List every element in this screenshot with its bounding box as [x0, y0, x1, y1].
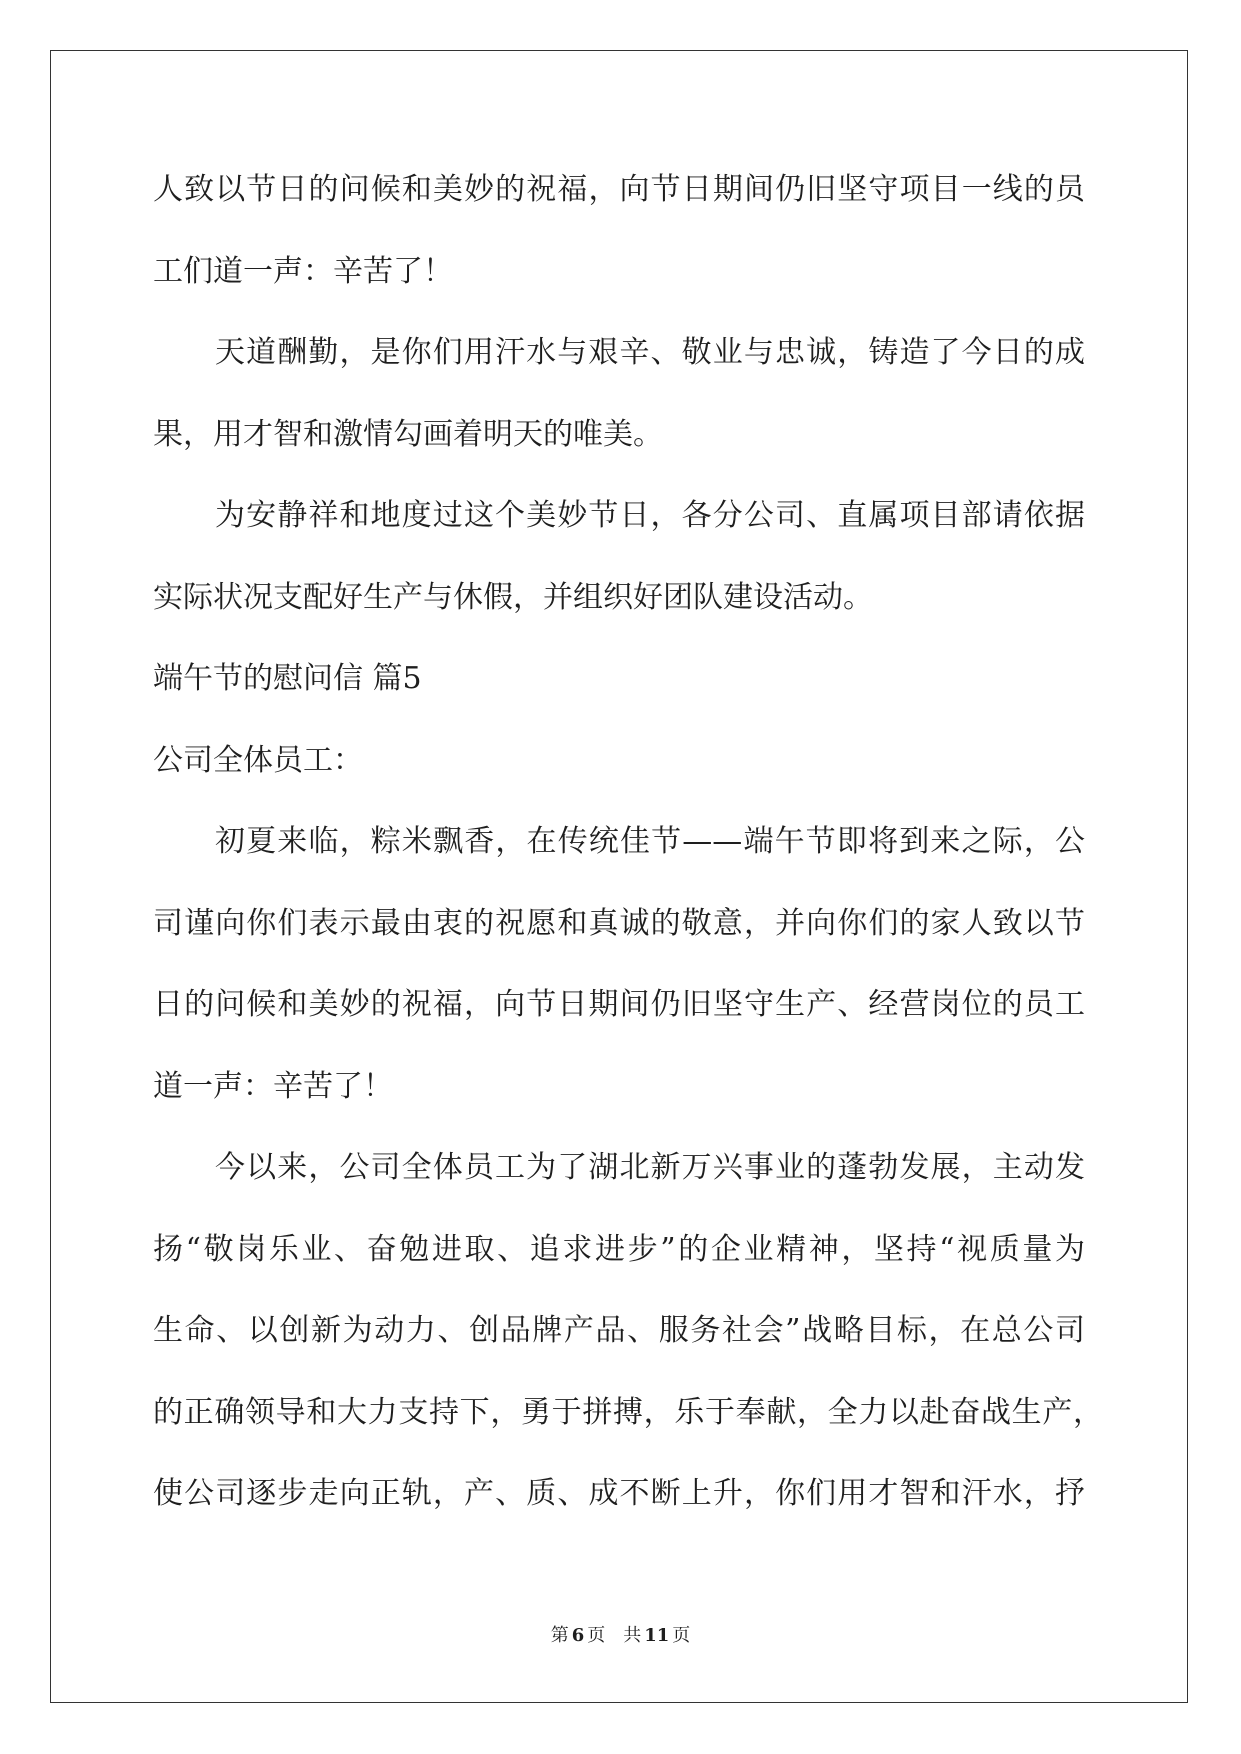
text-line: 今以来，公司全体员工为了湖北新万兴事业的蓬勃发展，主动发 — [215, 1150, 1085, 1185]
text-line: 实际状况支配好生产与休假，并组织好团队建设活动。 — [153, 579, 873, 615]
text-line: 人致以节日的问候和美妙的祝福，向节日期间仍旧坚守项目一线的员 — [153, 172, 1085, 207]
page-footer — [0, 1624, 1241, 1648]
text-line: 天道酬勤，是你们用汗水与艰辛、敬业与忠诚，铸造了今日的成 — [215, 335, 1085, 370]
total-pages-suffix: 页 — [672, 1625, 691, 1646]
page-number-suffix: 页 — [587, 1625, 606, 1646]
total-pages: 11 — [644, 1625, 670, 1646]
text-line: 日的问候和美妙的祝福，向节日期间仍旧坚守生产、经营岗位的员工 — [153, 987, 1085, 1022]
text-line: 司谨向你们表示最由衷的祝愿和真诚的敬意，并向你们的家人致以节 — [153, 905, 1085, 941]
text-line: 道一声：辛苦了！ — [153, 1068, 393, 1104]
page-number: 6 — [571, 1625, 585, 1646]
page-number-prefix: 第 — [550, 1625, 569, 1646]
text-line: 生命、以创新为动力、创品牌产品、服务社会”战略目标，在总公司 — [153, 1313, 1085, 1348]
text-line: 果，用才智和激情勾画着明天的唯美。 — [153, 416, 663, 452]
document-body — [153, 149, 1103, 1535]
paragraph — [153, 1127, 1103, 1535]
text-line: 扬“敬岗乐业、奋勉进取、追求进步”的企业精神，坚持“视质量为 — [153, 1231, 1085, 1267]
paragraph — [153, 475, 1085, 638]
total-pages-prefix: 共 — [623, 1625, 642, 1646]
paragraph — [153, 801, 1085, 1127]
letter-title: 端午节的慰问信 篇5 — [153, 661, 422, 696]
letter-salutation: 公司全体员工： — [153, 742, 363, 778]
paragraph — [153, 312, 1085, 475]
text-line: 使公司逐步走向正轨，产、质、成不断上升，你们用才智和汗水，抒 — [153, 1476, 1085, 1511]
text-line: 工们道一声：辛苦了！ — [153, 253, 453, 289]
text-line: 为安静祥和地度过这个美妙节日，各分公司、直属项目部请依据 — [215, 498, 1085, 533]
paragraph — [153, 149, 1085, 312]
text-line: 初夏来临，粽米飘香，在传统佳节——端午节即将到来之际，公 — [215, 824, 1085, 859]
text-line: 的正确领导和大力支持下，勇于拼搏，乐于奉献，全力以赴奋战生产， — [153, 1394, 1103, 1430]
